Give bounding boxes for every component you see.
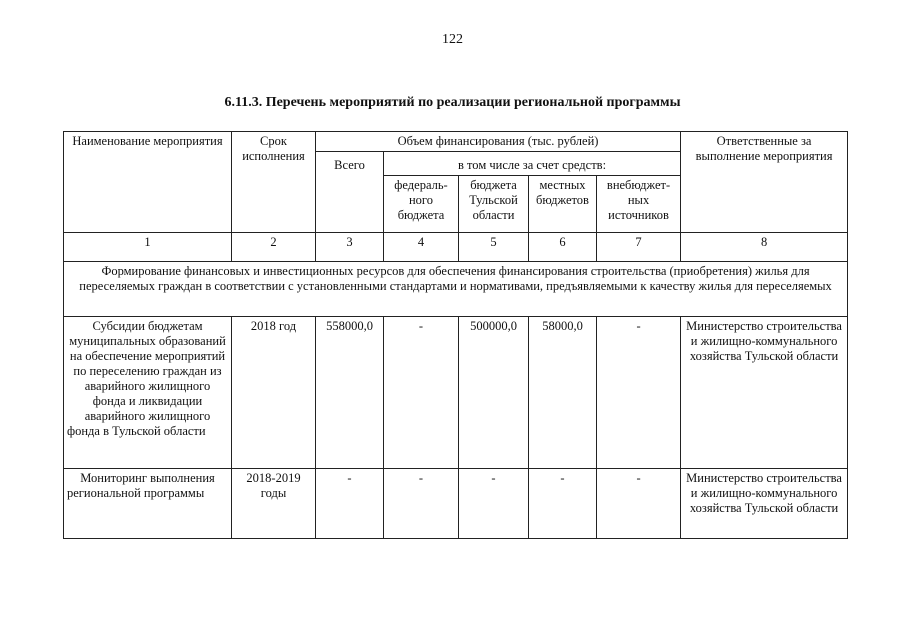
table-row xyxy=(64,469,848,539)
header-sources: в том числе за счет средств: xyxy=(384,152,681,176)
measures-table xyxy=(63,131,848,539)
header-row-1 xyxy=(64,132,848,152)
measure-regional: - xyxy=(459,469,529,539)
column-number: 6 xyxy=(529,233,597,262)
header-extrabudget: внебюджет-ных источников xyxy=(597,176,681,233)
measure-local: - xyxy=(529,469,597,539)
measure-responsible: Министерство строительства и жилищно-коммунального хозяйства Тульской области xyxy=(681,317,848,469)
measure-extrabudget: - xyxy=(597,317,681,469)
column-number: 5 xyxy=(459,233,529,262)
header-federal: федераль-ного бюджета xyxy=(384,176,459,233)
page-number: 122 xyxy=(442,32,463,47)
measure-name: Субсидии бюджетам муниципальных образований на обеспечение мероприятий по переселению граждан из аварийного жилищного фонда и ликвидации аварийного жилищного фонда в Тульской области xyxy=(64,317,232,469)
measure-responsible: Министерство строительства и жилищно-коммунального хозяйства Тульской области xyxy=(681,469,848,539)
header-term: Срок исполнения xyxy=(232,132,316,233)
column-number-row xyxy=(64,233,848,262)
column-number: 7 xyxy=(597,233,681,262)
measure-local: 58000,0 xyxy=(529,317,597,469)
section-heading: Формирование финансовых и инвестиционных ресурсов для обеспечения финансирования строительства (приобретения) жилья для переселяемых граждан в соответствии с установленными стандартами и нормативами, предъявляемыми к качеству жилья для переселяемых xyxy=(64,262,848,317)
header-total: Всего xyxy=(316,152,384,233)
measure-regional: 500000,0 xyxy=(459,317,529,469)
measure-term: 2018-2019 годы xyxy=(232,469,316,539)
measure-federal: - xyxy=(384,317,459,469)
measure-extrabudget: - xyxy=(597,469,681,539)
column-number: 1 xyxy=(64,233,232,262)
table-row xyxy=(64,317,848,469)
column-number: 4 xyxy=(384,233,459,262)
header-responsible: Ответственные за выполнение мероприятия xyxy=(681,132,848,233)
measure-name: Мониторинг выполнения региональной программы xyxy=(64,469,232,539)
document-title: 6.11.3. Перечень мероприятий по реализации региональной программы xyxy=(224,95,681,110)
column-number: 2 xyxy=(232,233,316,262)
measure-total: 558000,0 xyxy=(316,317,384,469)
header-regional: бюджета Тульской области xyxy=(459,176,529,233)
measure-term: 2018 год xyxy=(232,317,316,469)
column-number: 8 xyxy=(681,233,848,262)
measure-federal: - xyxy=(384,469,459,539)
measure-total: - xyxy=(316,469,384,539)
header-name: Наименование мероприятия xyxy=(64,132,232,233)
section-row xyxy=(64,262,848,317)
header-funding: Объем финансирования (тыс. рублей) xyxy=(316,132,681,152)
column-number: 3 xyxy=(316,233,384,262)
header-local: местных бюджетов xyxy=(529,176,597,233)
